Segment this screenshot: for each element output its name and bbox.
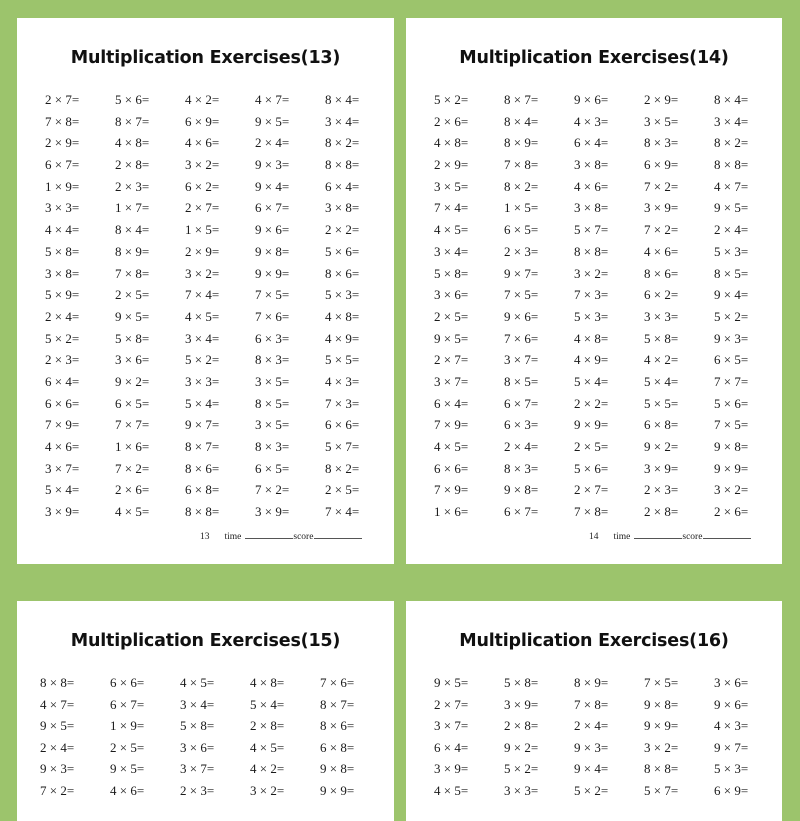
problem: 3 × 2= (185, 265, 220, 281)
problem: 9 × 5= (110, 761, 145, 776)
problem: 5 × 3= (714, 761, 749, 776)
worksheet-title: Multiplication Exercises(15) (70, 631, 341, 651)
problem: 5 × 4= (644, 373, 679, 389)
problem: 8 × 9= (115, 243, 150, 259)
problem: 2 × 7= (434, 696, 469, 712)
problem: 2 × 8= (115, 157, 150, 173)
problem: 4 × 2= (185, 92, 220, 107)
problem: 6 × 4= (45, 373, 80, 389)
problem: 2 × 7= (185, 200, 220, 216)
worksheet-title: Multiplication Exercises(16) (459, 631, 729, 651)
problem: 2 × 4= (255, 135, 290, 151)
score-label: score (682, 532, 703, 542)
problem: 1 × 9= (110, 718, 145, 733)
problem: 3 × 5= (255, 417, 290, 433)
problem: 9 × 8= (644, 696, 679, 712)
problem: 3 × 4= (180, 696, 215, 712)
problem: 7 × 2= (115, 460, 150, 476)
problem: 4 × 8= (325, 308, 360, 324)
problem: 9 × 4= (574, 761, 609, 776)
problem: 1 × 9= (45, 178, 80, 194)
problem: 4 × 6= (45, 439, 80, 454)
time-label: time (613, 532, 631, 542)
problem: 6 × 9= (185, 113, 220, 129)
problem: 7 × 8= (574, 696, 609, 712)
problem: 5 × 7= (574, 222, 609, 238)
problem: 3 × 3= (185, 373, 220, 389)
problem: 7 × 2= (40, 782, 75, 798)
problem: 6 × 8= (644, 417, 679, 433)
page-number: 14 (589, 532, 599, 542)
problem: 7 × 7= (714, 373, 749, 389)
problem: 6 × 8= (185, 482, 220, 498)
problem: 4 × 5= (180, 675, 215, 690)
problem: 9 × 5= (714, 200, 749, 216)
problem: 2 × 6= (115, 482, 150, 498)
problem: 8 × 5= (255, 395, 290, 411)
problem: 2 × 7= (45, 92, 80, 107)
problem: 9 × 6= (504, 308, 539, 324)
problem: 2 × 4= (45, 308, 80, 324)
problem: 2 × 7= (574, 482, 609, 498)
problem: 7 × 2= (255, 482, 290, 498)
problem: 5 × 5= (644, 395, 679, 411)
problem: 7 × 9= (45, 417, 80, 433)
problem: 5 × 3= (574, 308, 609, 324)
problem: 6 × 5= (714, 352, 749, 368)
problem: 8 × 2= (504, 178, 539, 194)
problem: 6 × 3= (504, 417, 539, 433)
problem: 6 × 6= (434, 460, 469, 476)
worksheet-title: Multiplication Exercises(13) (70, 48, 341, 68)
problem: 4 × 3= (574, 113, 609, 129)
problem: 5 × 8= (434, 265, 469, 281)
problem: 7 × 2= (644, 222, 679, 238)
problem: 5 × 2= (574, 782, 609, 798)
problem: 8 × 7= (115, 113, 150, 129)
problem: 3 × 7= (504, 352, 539, 368)
problem: 5 × 2= (434, 92, 469, 107)
problem: 2 × 3= (45, 352, 80, 368)
problem: 2 × 2= (325, 222, 360, 238)
problem: 5 × 8= (115, 330, 150, 346)
problem: 8 × 8= (40, 675, 75, 690)
problem: 3 × 2= (644, 739, 679, 755)
problem: 3 × 4= (325, 113, 360, 129)
problem: 7 × 2= (644, 178, 679, 194)
problem: 2 × 4= (40, 739, 75, 755)
problem: 4 × 2= (644, 352, 679, 368)
problem: 7 × 6= (504, 330, 539, 346)
problem: 1 × 5= (504, 200, 539, 216)
problem: 2 × 4= (574, 718, 609, 733)
problem: 9 × 3= (714, 330, 749, 346)
score-label: score (293, 532, 314, 542)
problem: 4 × 5= (115, 504, 150, 520)
problem: 3 × 8= (325, 200, 360, 216)
problem: 7 × 8= (115, 265, 150, 281)
score-blank (314, 530, 362, 539)
problem: 9 × 3= (255, 157, 290, 173)
problem: 8 × 8= (325, 157, 360, 173)
worksheet-title: Multiplication Exercises(14) (459, 48, 729, 68)
problem: 8 × 7= (504, 92, 539, 107)
problem: 8 × 4= (714, 92, 749, 107)
problem: 8 × 4= (325, 92, 360, 107)
problem: 7 × 5= (714, 417, 749, 433)
problem: 7 × 4= (434, 200, 469, 216)
problem: 3 × 8= (574, 200, 609, 216)
problem: 2 × 4= (714, 222, 749, 238)
problem: 7 × 4= (185, 287, 220, 303)
problem: 4 × 6= (185, 135, 220, 151)
problem: 3 × 2= (714, 482, 749, 498)
problem-grid (40, 672, 384, 801)
problem: 8 × 6= (185, 460, 220, 476)
problem: 3 × 3= (504, 782, 539, 798)
problem: 9 × 2= (644, 439, 679, 454)
problem: 3 × 7= (180, 761, 215, 776)
problem: 9 × 5= (255, 113, 290, 129)
problem: 8 × 5= (714, 265, 749, 281)
problem: 8 × 2= (325, 135, 360, 151)
problem: 1 × 6= (115, 439, 150, 454)
problem: 8 × 3= (255, 352, 290, 368)
problem: 9 × 9= (644, 718, 679, 733)
problem: 4 × 8= (574, 330, 609, 346)
problem: 6 × 6= (45, 395, 80, 411)
problem: 2 × 2= (574, 395, 609, 411)
problem: 8 × 3= (255, 439, 290, 454)
problem: 9 × 9= (320, 782, 355, 798)
problem: 7 × 5= (644, 675, 679, 690)
problem: 4 × 3= (325, 373, 360, 389)
problem: 9 × 3= (574, 739, 609, 755)
problem: 2 × 5= (110, 739, 145, 755)
problem: 8 × 2= (714, 135, 749, 151)
problem: 7 × 3= (325, 395, 360, 411)
problem: 4 × 3= (714, 718, 749, 733)
problem: 4 × 8= (434, 135, 469, 151)
problem: 7 × 7= (115, 417, 150, 433)
problem: 3 × 9= (504, 696, 539, 712)
problem: 9 × 7= (504, 265, 539, 281)
problem: 6 × 7= (504, 395, 539, 411)
problem: 6 × 8= (320, 739, 355, 755)
problem: 9 × 5= (115, 308, 150, 324)
problem: 9 × 9= (574, 417, 609, 433)
problem: 7 × 8= (504, 157, 539, 173)
problem: 2 × 9= (185, 243, 220, 259)
problem: 3 × 6= (434, 287, 469, 303)
problem: 5 × 4= (45, 482, 80, 498)
problem: 6 × 7= (504, 504, 539, 520)
worksheet-15 (17, 601, 394, 821)
problem: 6 × 5= (115, 395, 150, 411)
problem: 6 × 9= (644, 157, 679, 173)
problem: 4 × 6= (644, 243, 679, 259)
problem: 3 × 9= (644, 200, 679, 216)
problem: 4 × 5= (434, 439, 469, 454)
problem: 9 × 5= (40, 718, 75, 733)
problem: 3 × 6= (180, 739, 215, 755)
problem: 4 × 8= (250, 675, 285, 690)
problem: 4 × 5= (434, 782, 469, 798)
problem: 9 × 9= (255, 265, 290, 281)
problem: 7 × 8= (574, 504, 609, 520)
problem: 2 × 8= (644, 504, 679, 520)
problem: 5 × 8= (644, 330, 679, 346)
problem: 3 × 7= (434, 373, 469, 389)
problem: 3 × 5= (255, 373, 290, 389)
problem: 5 × 4= (185, 395, 220, 411)
problem: 7 × 5= (504, 287, 539, 303)
problem: 3 × 6= (714, 675, 749, 690)
problem: 3 × 9= (434, 761, 469, 776)
problem: 8 × 2= (325, 460, 360, 476)
problem: 5 × 2= (45, 330, 80, 346)
problem: 6 × 3= (255, 330, 290, 346)
problem: 1 × 7= (115, 200, 150, 216)
problem: 9 × 6= (714, 696, 749, 712)
problem: 8 × 5= (504, 373, 539, 389)
problem-grid (434, 89, 772, 523)
problem: 5 × 8= (180, 718, 215, 733)
problem: 5 × 2= (185, 352, 220, 368)
problem: 5 × 4= (250, 696, 285, 712)
problem: 2 × 3= (644, 482, 679, 498)
problem: 7 × 5= (255, 287, 290, 303)
worksheet-13 (17, 18, 394, 564)
problem: 7 × 9= (434, 482, 469, 498)
problem: 9 × 4= (714, 287, 749, 303)
problem-grid (434, 672, 772, 801)
problem: 5 × 6= (574, 460, 609, 476)
worksheet-16 (406, 601, 782, 821)
problem: 5 × 8= (504, 675, 539, 690)
problem: 9 × 5= (434, 675, 469, 690)
problem: 9 × 2= (504, 739, 539, 755)
problem: 3 × 4= (434, 243, 469, 259)
problem: 3 × 5= (434, 178, 469, 194)
problem: 9 × 8= (320, 761, 355, 776)
problem: 5 × 4= (574, 373, 609, 389)
problem: 6 × 9= (714, 782, 749, 798)
problem: 3 × 3= (644, 308, 679, 324)
problem: 6 × 2= (644, 287, 679, 303)
problem: 2 × 8= (504, 718, 539, 733)
problem: 3 × 9= (45, 504, 80, 520)
time-label: time (224, 532, 242, 542)
problem: 4 × 7= (714, 178, 749, 194)
problem: 9 × 6= (255, 222, 290, 238)
problem: 1 × 5= (185, 222, 220, 238)
problem: 6 × 2= (185, 178, 220, 194)
problem: 7 × 6= (255, 308, 290, 324)
problem: 2 × 3= (180, 782, 215, 798)
problem: 6 × 5= (255, 460, 290, 476)
problem: 8 × 4= (504, 113, 539, 129)
problem: 6 × 4= (434, 395, 469, 411)
problem: 3 × 4= (185, 330, 220, 346)
problem: 4 × 6= (574, 178, 609, 194)
problem: 5 × 3= (325, 287, 360, 303)
page-number: 13 (200, 532, 210, 542)
problem: 4 × 5= (434, 222, 469, 238)
score-blank (703, 530, 751, 539)
worksheet-footer (589, 530, 751, 542)
problem: 6 × 6= (110, 675, 145, 690)
problem: 3 × 4= (714, 113, 749, 129)
problem: 4 × 9= (325, 330, 360, 346)
problem: 5 × 6= (714, 395, 749, 411)
problem: 9 × 7= (185, 417, 220, 433)
problem: 8 × 8= (574, 243, 609, 259)
problem: 5 × 6= (115, 92, 150, 107)
problem: 8 × 6= (320, 718, 355, 733)
time-blank (245, 530, 293, 539)
problem: 2 × 6= (714, 504, 749, 520)
problem: 3 × 7= (434, 718, 469, 733)
problem: 9 × 6= (574, 92, 609, 107)
problem: 9 × 3= (40, 761, 75, 776)
problem: 6 × 7= (255, 200, 290, 216)
problem: 5 × 2= (504, 761, 539, 776)
problem: 3 × 3= (45, 200, 80, 216)
problem: 3 × 8= (45, 265, 80, 281)
problem: 4 × 4= (45, 222, 80, 238)
problem: 8 × 9= (574, 675, 609, 690)
problem: 4 × 5= (250, 739, 285, 755)
problem: 4 × 6= (110, 782, 145, 798)
problem: 3 × 8= (574, 157, 609, 173)
problem: 3 × 2= (250, 782, 285, 798)
problem: 5 × 8= (45, 243, 80, 259)
problem: 8 × 6= (325, 265, 360, 281)
worksheet-footer (200, 530, 362, 542)
problem: 5 × 5= (325, 352, 360, 368)
problem: 7 × 8= (45, 113, 80, 129)
problem: 5 × 3= (714, 243, 749, 259)
problem: 2 × 7= (434, 352, 469, 368)
problem: 5 × 7= (325, 439, 360, 454)
problem: 3 × 5= (644, 113, 679, 129)
problem: 2 × 9= (644, 92, 679, 107)
problem: 4 × 9= (574, 352, 609, 368)
problem: 9 × 2= (115, 373, 150, 389)
problem: 5 × 6= (325, 243, 360, 259)
problem: 9 × 7= (714, 739, 749, 755)
problem: 7 × 4= (325, 504, 360, 520)
problem: 6 × 7= (45, 157, 80, 173)
problem: 3 × 2= (185, 157, 220, 173)
problem: 2 × 8= (250, 718, 285, 733)
problem: 9 × 8= (255, 243, 290, 259)
problem: 5 × 2= (714, 308, 749, 324)
problem: 6 × 4= (574, 135, 609, 151)
problem: 6 × 4= (434, 739, 469, 755)
problem: 8 × 3= (504, 460, 539, 476)
problem: 9 × 4= (255, 178, 290, 194)
problem: 4 × 7= (40, 696, 75, 712)
problem: 2 × 9= (434, 157, 469, 173)
problem: 8 × 7= (320, 696, 355, 712)
problem: 2 × 5= (574, 439, 609, 454)
problem: 3 × 2= (574, 265, 609, 281)
problem: 8 × 6= (644, 265, 679, 281)
problem: 9 × 8= (504, 482, 539, 498)
problem: 8 × 7= (185, 439, 220, 454)
problem: 4 × 5= (185, 308, 220, 324)
problem: 2 × 5= (325, 482, 360, 498)
problem: 3 × 6= (115, 352, 150, 368)
problem: 8 × 8= (185, 504, 220, 520)
problem: 8 × 9= (504, 135, 539, 151)
problem: 6 × 4= (325, 178, 360, 194)
problem: 3 × 9= (255, 504, 290, 520)
problem: 2 × 3= (504, 243, 539, 259)
problem: 6 × 5= (504, 222, 539, 238)
problem: 8 × 8= (644, 761, 679, 776)
problem: 5 × 7= (644, 782, 679, 798)
problem: 4 × 2= (250, 761, 285, 776)
problem: 2 × 5= (434, 308, 469, 324)
problem: 8 × 4= (115, 222, 150, 238)
problem: 9 × 9= (714, 460, 749, 476)
problem: 3 × 7= (45, 460, 80, 476)
problem: 4 × 7= (255, 92, 290, 107)
problem: 2 × 9= (45, 135, 80, 151)
problem: 6 × 7= (110, 696, 145, 712)
problem: 3 × 9= (644, 460, 679, 476)
problem: 2 × 6= (434, 113, 469, 129)
problem-grid (45, 89, 384, 523)
problem: 2 × 3= (115, 178, 150, 194)
problem: 1 × 6= (434, 504, 469, 520)
problem: 7 × 6= (320, 675, 355, 690)
problem: 7 × 9= (434, 417, 469, 433)
problem: 9 × 8= (714, 439, 749, 454)
time-blank (634, 530, 682, 539)
problem: 9 × 5= (434, 330, 469, 346)
problem: 6 × 6= (325, 417, 360, 433)
problem: 7 × 3= (574, 287, 609, 303)
problem: 5 × 9= (45, 287, 80, 303)
problem: 4 × 8= (115, 135, 150, 151)
problem: 2 × 5= (115, 287, 150, 303)
worksheet-14 (406, 18, 782, 564)
problem: 8 × 3= (644, 135, 679, 151)
problem: 2 × 4= (504, 439, 539, 454)
problem: 8 × 8= (714, 157, 749, 173)
